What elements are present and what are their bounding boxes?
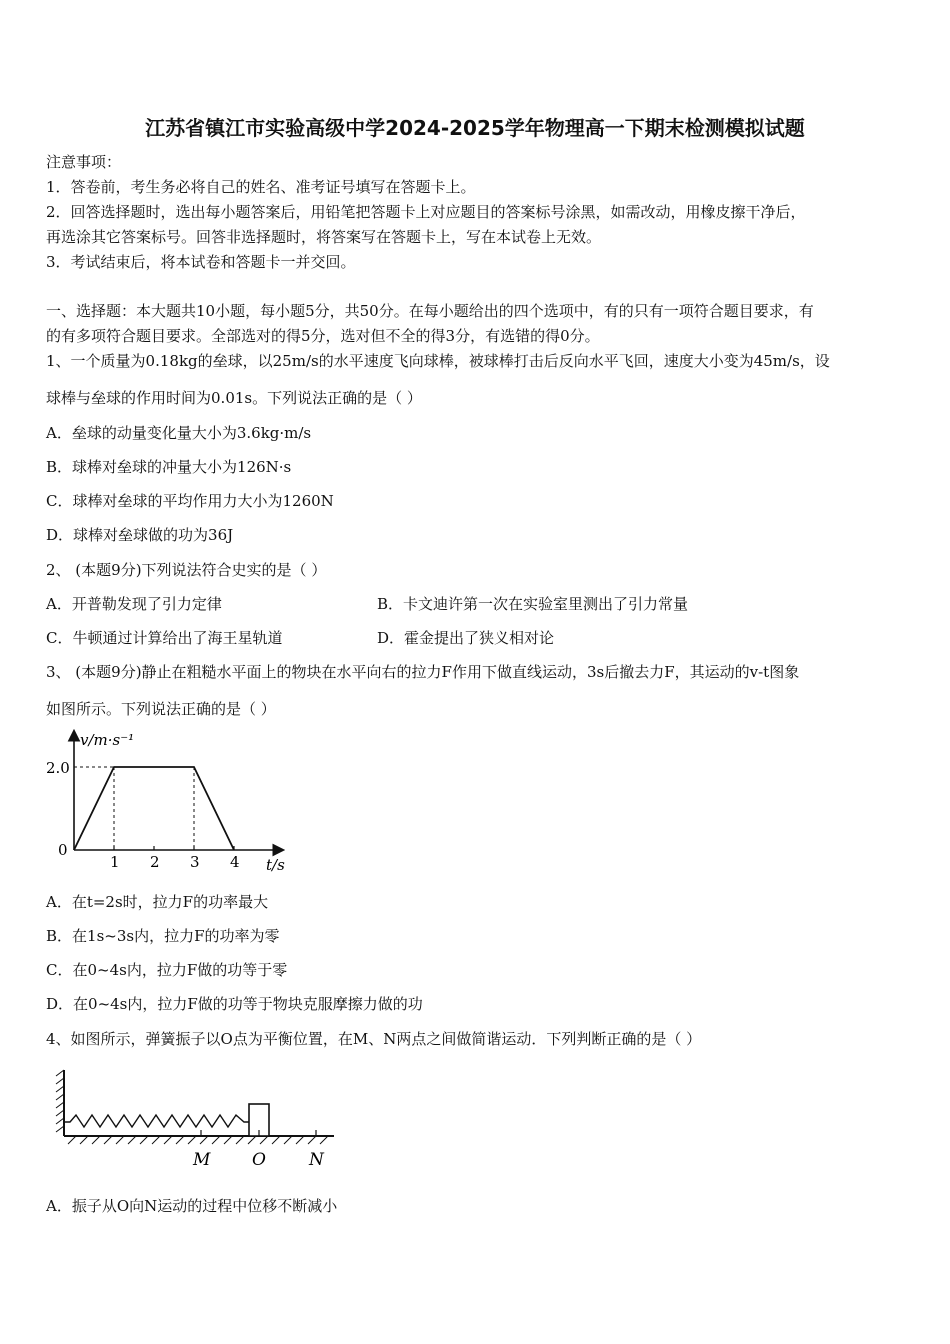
floor-hatching xyxy=(68,1136,328,1144)
q2-option-d: D．霍金提出了狭义相对论 xyxy=(377,629,555,647)
point-m-label: M xyxy=(193,1150,211,1170)
velocity-curve xyxy=(74,767,234,850)
q3-option-d: D．在0~4s内，拉力F做的功等于物块克服摩擦力做的功 xyxy=(46,995,423,1013)
q2-option-c: C．牛顿通过计算给出了海王星轨道 xyxy=(46,629,283,647)
q1-option-b: B．球棒对垒球的冲量大小为126N·s xyxy=(46,458,292,476)
q1-option-d: D．球棒对垒球做的功为36J xyxy=(46,526,234,544)
notice-item: 1．答卷前，考生务必将自己的姓名、准考证号填写在答题卡上。 xyxy=(46,178,476,196)
page-title: 江苏省镇江市实验高级中学2024-2025学年物理高一下期末检测模拟试题 xyxy=(145,116,805,140)
q3-stem: 如图所示。下列说法正确的是（ ） xyxy=(46,700,276,718)
x-tick-label: 3 xyxy=(190,853,200,871)
y-axis-label: v/m·s⁻¹ xyxy=(80,731,135,749)
x-axis-label: t/s xyxy=(266,856,285,874)
q4-stem: 4、如图所示，弹簧振子以O点为平衡位置，在M、N两点之间做简谐运动．下列判断正确的是（ ） xyxy=(46,1030,702,1048)
spring xyxy=(64,1115,249,1127)
section-intro: 的有多项符合题目要求。全部选对的得5分，选对但不全的得3分，有选错的得0分。 xyxy=(46,327,600,345)
point-o-label: O xyxy=(252,1150,266,1170)
vt-graph xyxy=(44,728,304,876)
y-tick-label: 2.0 xyxy=(46,759,70,777)
wall-hatching xyxy=(56,1070,64,1132)
q4-option-a: A．振子从O向N运动的过程中位移不断减小 xyxy=(46,1197,338,1215)
q2-option-b: B．卡文迪许第一次在实验室里测出了引力常量 xyxy=(377,595,689,613)
q3-option-a: A．在t=2s时，拉力F的功率最大 xyxy=(46,893,269,911)
notice-heading: 注意事项： xyxy=(46,153,122,171)
x-tick-label: 2 xyxy=(150,853,160,871)
q2-stem: 2、 (本题9分)下列说法符合史实的是（ ） xyxy=(46,561,327,579)
q3-option-c: C．在0~4s内，拉力F做的功等于零 xyxy=(46,961,288,979)
q1-stem: 球棒与垒球的作用时间为0.01s。下列说法正确的是（ ） xyxy=(46,389,422,407)
notice-item: 3．考试结束后，将本试卷和答题卡一并交回。 xyxy=(46,253,356,271)
x-tick-label: 4 xyxy=(230,853,240,871)
section-intro: 一、选择题：本大题共10小题，每小题5分，共50分。在每小题给出的四个选项中，有的只有一项符合题目要求，有 xyxy=(46,302,814,320)
q3-option-b: B．在1s~3s内，拉力F的功率为零 xyxy=(46,927,280,945)
q1-stem: 1、一个质量为0.18kg的垒球，以25m/s的水平速度飞向球棒，被球棒打击后反向水平飞回，速度大小变为45m/s，设 xyxy=(46,352,830,370)
spring-oscillator-figure xyxy=(50,1066,340,1170)
q2-option-a: A．开普勒发现了引力定律 xyxy=(46,595,222,613)
point-n-label: N xyxy=(309,1150,324,1170)
origin-label: 0 xyxy=(58,841,68,859)
x-tick-label: 1 xyxy=(110,853,120,871)
q1-option-c: C．球棒对垒球的平均作用力大小为1260N xyxy=(46,492,334,510)
notice-item: 再选涂其它答案标号。回答非选择题时，将答案写在答题卡上，写在本试卷上无效。 xyxy=(46,228,602,246)
q1-option-a: A．垒球的动量变化量大小为3.6kg·m/s xyxy=(46,424,312,442)
q3-stem: 3、 (本题9分)静止在粗糙水平面上的物块在水平向右的拉力F作用下做直线运动，3s后撤去力F，其运动的v-t图象 xyxy=(46,663,800,681)
notice-item: 2．回答选择题时，选出每小题答案后，用铅笔把答题卡上对应题目的答案标号涂黑，如需改动，用橡皮擦干净后， xyxy=(46,203,806,221)
